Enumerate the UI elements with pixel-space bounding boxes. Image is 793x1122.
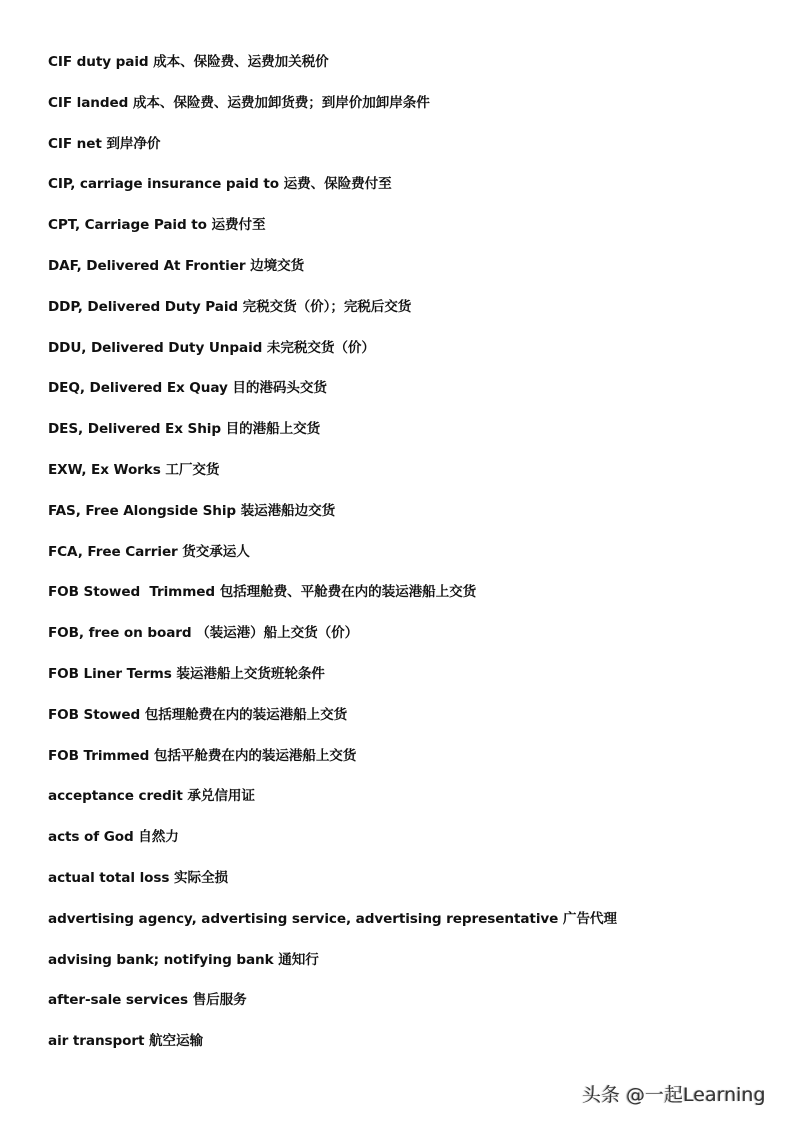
glossary-entry: CIP, carriage insurance paid to 运费、保险费付至 <box>48 176 392 193</box>
glossary-entry: air transport 航空运输 <box>48 1033 203 1050</box>
glossary-list <box>48 42 617 1062</box>
glossary-entry: CPT, Carriage Paid to 运费付至 <box>48 217 266 234</box>
glossary-entry: advertising agency, advertising service, advertising representative 广告代理 <box>48 910 617 927</box>
glossary-entry: advising bank; notifying bank 通知行 <box>48 951 319 968</box>
glossary-entry: acceptance credit 承兑信用证 <box>48 788 255 805</box>
glossary-entry: FCA, Free Carrier 货交承运人 <box>48 543 250 560</box>
glossary-entry: FOB Liner Terms 装运港船上交货班轮条件 <box>48 665 325 682</box>
glossary-entry: FOB Trimmed 包括平舱费在内的装运港船上交货 <box>48 747 357 764</box>
glossary-entry: acts of God 自然力 <box>48 829 179 846</box>
glossary-entry: EXW, Ex Works 工厂交货 <box>48 461 220 478</box>
glossary-entry: FOB, free on board （装运港）船上交货（价） <box>48 625 359 642</box>
glossary-entry: DES, Delivered Ex Ship 目的港船上交货 <box>48 421 321 438</box>
glossary-entry: CIF duty paid 成本、保险费、运费加关税价 <box>48 54 329 70</box>
glossary-entry: CIF landed 成本、保险费、运费加卸货费；到岸价加卸岸条件 <box>48 94 430 111</box>
glossary-entry: FOB Stowed 包括理舱费在内的装运港船上交货 <box>48 706 348 723</box>
glossary-entry: FAS, Free Alongside Ship 装运港船边交货 <box>48 502 336 519</box>
glossary-entry: FOB Stowed Trimmed 包括理舱费、平舱费在内的装运港船上交货 <box>48 584 477 601</box>
watermark: 头条 @一起Learning <box>582 1084 766 1106</box>
glossary-entry: DDP, Delivered Duty Paid 完税交货（价）；完税后交货 <box>48 298 412 315</box>
glossary-entry: DEQ, Delivered Ex Quay 目的港码头交货 <box>48 380 327 397</box>
glossary-entry: DDU, Delivered Duty Unpaid 未完税交货（价） <box>48 339 375 356</box>
glossary-entry: after-sale services 售后服务 <box>48 992 247 1009</box>
glossary-entry: DAF, Delivered At Frontier 边境交货 <box>48 257 305 274</box>
glossary-entry: actual total loss 实际全损 <box>48 869 228 886</box>
glossary-entry: CIF net 到岸净价 <box>48 135 161 152</box>
